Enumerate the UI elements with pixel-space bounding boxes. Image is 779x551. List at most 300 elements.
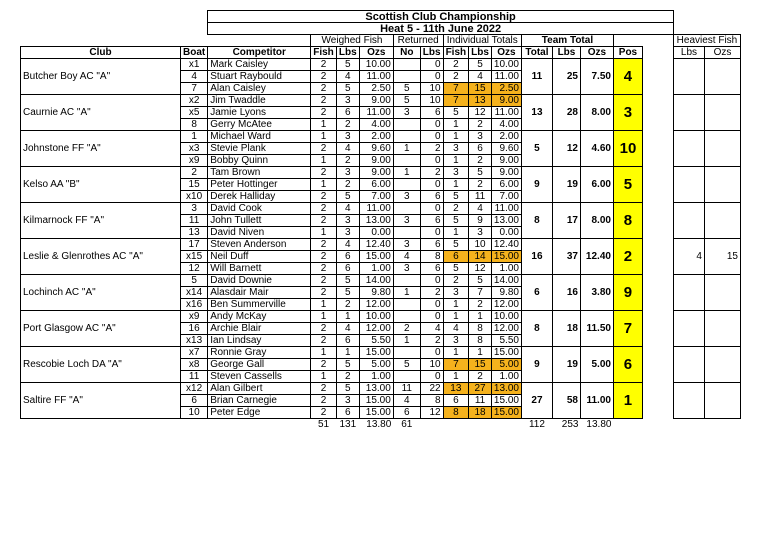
returned-no: 1: [393, 167, 420, 179]
heaviest-fish-ozs: [704, 383, 740, 419]
weighed-lbs: 6: [336, 251, 359, 263]
boat-number: 5: [181, 275, 208, 287]
weighed-fish: 1: [311, 227, 337, 239]
weighed-fish: 1: [311, 179, 337, 191]
returned-no: [393, 119, 420, 131]
weighed-lbs: 5: [336, 191, 359, 203]
individual-lbs: 5: [469, 167, 492, 179]
individual-fish: 5: [443, 239, 469, 251]
team-lbs: 18: [552, 311, 580, 347]
total-lbs: 131: [339, 418, 357, 430]
sheet-title: Scottish Club Championship: [208, 11, 674, 23]
boat-number: 7: [181, 83, 208, 95]
heaviest-fish-lbs: [673, 131, 704, 167]
results-table: [20, 10, 741, 430]
individual-fish: 6: [443, 251, 469, 263]
individual-lbs: 2: [469, 299, 492, 311]
returned-no: [393, 371, 420, 383]
weighed-ozs: 13.00: [359, 383, 393, 395]
table-row: [21, 383, 741, 395]
team-total: 8: [521, 203, 552, 239]
boat-number: 3: [181, 203, 208, 215]
weighed-ozs: 9.00: [359, 155, 393, 167]
returned-lbs: 22: [420, 383, 443, 395]
team-lbs: 28: [552, 95, 580, 131]
competitor-name: Tam Brown: [208, 167, 311, 179]
returned-lbs: 0: [420, 227, 443, 239]
individual-lbs: 13: [469, 95, 492, 107]
col-header-ind-lbs: Lbs: [469, 47, 492, 59]
team-position: 2: [613, 239, 642, 275]
competitor-name: Ben Summerville: [208, 299, 311, 311]
individual-fish: 2: [443, 203, 469, 215]
weighed-fish: 1: [311, 155, 337, 167]
team-position: 10: [613, 131, 642, 167]
col-header-hf-ozs: Ozs: [704, 47, 740, 59]
individual-lbs: 7: [469, 287, 492, 299]
club-name: Port Glasgow AC "A": [21, 311, 181, 347]
col-header-competitor: Competitor: [208, 47, 311, 59]
individual-lbs: 11: [469, 395, 492, 407]
competitor-name: Steven Anderson: [208, 239, 311, 251]
boat-number: x14: [181, 287, 208, 299]
weighed-ozs: 15.00: [359, 407, 393, 419]
returned-lbs: 10: [420, 95, 443, 107]
individual-lbs: 2: [469, 119, 492, 131]
heaviest-fish-lbs: [673, 347, 704, 383]
returned-no: [393, 347, 420, 359]
competitor-name: Ronnie Gray: [208, 347, 311, 359]
heaviest-fish-lbs: 4: [673, 239, 704, 275]
individual-lbs: 12: [469, 107, 492, 119]
returned-no: 11: [393, 383, 420, 395]
returned-no: [393, 311, 420, 323]
individual-fish: 1: [443, 131, 469, 143]
individual-fish: 4: [443, 323, 469, 335]
club-name: Caurnie AC "A": [21, 95, 181, 131]
team-position: 5: [613, 167, 642, 203]
competitor-name: Will Barnett: [208, 263, 311, 275]
individual-fish: 13: [443, 383, 469, 395]
weighed-lbs: 6: [336, 407, 359, 419]
boat-number: 8: [181, 119, 208, 131]
weighed-fish: 1: [311, 371, 337, 383]
individual-fish: 5: [443, 107, 469, 119]
weighed-ozs: 11.00: [359, 71, 393, 83]
col-header-team-ozs: Ozs: [580, 47, 613, 59]
weighed-fish: 2: [311, 191, 337, 203]
competitor-name: Alasdair Mair: [208, 287, 311, 299]
returned-lbs: 2: [420, 143, 443, 155]
individual-fish: 2: [443, 275, 469, 287]
competitor-name: Ian Lindsay: [208, 335, 311, 347]
team-ozs: 8.00: [580, 203, 613, 239]
col-header-returned-no: No: [393, 47, 420, 59]
weighed-fish: 2: [311, 323, 337, 335]
team-position: 4: [613, 59, 642, 95]
competitor-name: Andy McKay: [208, 311, 311, 323]
weighed-fish: 1: [311, 311, 337, 323]
heaviest-fish-ozs: [704, 347, 740, 383]
weighed-fish: 2: [311, 215, 337, 227]
col-header-boat: Boat: [181, 47, 208, 59]
competitor-name: Peter Edge: [208, 407, 311, 419]
spreadsheet: [20, 10, 741, 430]
weighed-ozs: 14.00: [359, 275, 393, 287]
weighed-lbs: 5: [336, 359, 359, 371]
returned-lbs: 2: [420, 287, 443, 299]
heaviest-fish-lbs: [673, 275, 704, 311]
individual-lbs: 5: [469, 275, 492, 287]
individual-fish: 7: [443, 83, 469, 95]
weighed-lbs: 5: [336, 275, 359, 287]
returned-lbs: 0: [420, 131, 443, 143]
weighed-fish: 2: [311, 143, 337, 155]
returned-no: [393, 155, 420, 167]
team-lbs: 17: [552, 203, 580, 239]
total-returned-no: 61: [401, 418, 413, 430]
individual-fish: 6: [443, 395, 469, 407]
returned-no: [393, 275, 420, 287]
weighed-ozs: 7.00: [359, 191, 393, 203]
weighed-fish: 2: [311, 167, 337, 179]
competitor-name: Neil Duff: [208, 251, 311, 263]
team-lbs: 25: [552, 59, 580, 95]
returned-no: [393, 59, 420, 71]
returned-lbs: 10: [420, 359, 443, 371]
individual-fish: 2: [443, 59, 469, 71]
weighed-fish: 2: [311, 239, 337, 251]
table-row: [21, 167, 741, 179]
returned-no: 3: [393, 263, 420, 275]
col-header-fish: Fish: [311, 47, 337, 59]
returned-no: 4: [393, 251, 420, 263]
competitor-name: Bobby Quinn: [208, 155, 311, 167]
individual-lbs: 3: [469, 227, 492, 239]
returned-lbs: 6: [420, 263, 443, 275]
individual-ozs: 9.00: [491, 167, 521, 179]
individual-fish: 1: [443, 371, 469, 383]
returned-no: [393, 71, 420, 83]
club-name: Johnstone FF "A": [21, 131, 181, 167]
weighed-ozs: 15.00: [359, 347, 393, 359]
team-lbs: 19: [552, 347, 580, 383]
competitor-name: Derek Halliday: [208, 191, 311, 203]
boat-number: x12: [181, 383, 208, 395]
individual-ozs: 1.00: [491, 371, 521, 383]
weighed-ozs: 4.00: [359, 119, 393, 131]
weighed-fish: 2: [311, 251, 337, 263]
individual-ozs: 10.00: [491, 59, 521, 71]
individual-fish: 1: [443, 179, 469, 191]
individual-fish: 3: [443, 143, 469, 155]
weighed-lbs: 4: [336, 203, 359, 215]
individual-fish: 1: [443, 119, 469, 131]
returned-no: 4: [393, 395, 420, 407]
competitor-name: Michael Ward: [208, 131, 311, 143]
team-ozs: 11.00: [580, 383, 613, 419]
col-header-pos: Pos: [613, 47, 642, 59]
individual-lbs: 1: [469, 347, 492, 359]
weighed-ozs: 9.80: [359, 287, 393, 299]
club-name: Saltire FF "A": [21, 383, 181, 419]
boat-number: 2: [181, 167, 208, 179]
individual-fish: 3: [443, 167, 469, 179]
weighed-ozs: 2.50: [359, 83, 393, 95]
team-ozs: 12.40: [580, 239, 613, 275]
weighed-fish: 2: [311, 107, 337, 119]
weighed-lbs: 3: [336, 215, 359, 227]
heaviest-fish-lbs: [673, 95, 704, 131]
returned-no: 1: [393, 335, 420, 347]
group-individual-totals: Individual Totals: [443, 35, 521, 47]
individual-lbs: 9: [469, 215, 492, 227]
weighed-ozs: 11.00: [359, 107, 393, 119]
returned-lbs: 0: [420, 71, 443, 83]
boat-number: x8: [181, 359, 208, 371]
individual-lbs: 11: [469, 191, 492, 203]
weighed-lbs: 2: [336, 299, 359, 311]
weighed-fish: 2: [311, 395, 337, 407]
weighed-fish: 1: [311, 119, 337, 131]
weighed-lbs: 6: [336, 107, 359, 119]
competitor-name: Jim Twaddle: [208, 95, 311, 107]
team-lbs: 12: [552, 131, 580, 167]
boat-number: 15: [181, 179, 208, 191]
boat-number: x5: [181, 107, 208, 119]
returned-lbs: 12: [420, 407, 443, 419]
returned-lbs: 0: [420, 155, 443, 167]
weighed-lbs: 2: [336, 371, 359, 383]
weighed-ozs: 11.00: [359, 203, 393, 215]
weighed-ozs: 2.00: [359, 131, 393, 143]
weighed-fish: 2: [311, 335, 337, 347]
heaviest-fish-lbs: [673, 311, 704, 347]
weighed-fish: 2: [311, 71, 337, 83]
individual-ozs: 11.00: [491, 71, 521, 83]
individual-fish: 5: [443, 263, 469, 275]
returned-lbs: 6: [420, 107, 443, 119]
weighed-lbs: 3: [336, 167, 359, 179]
individual-lbs: 1: [469, 311, 492, 323]
column-header-row: [21, 47, 741, 59]
weighed-ozs: 13.00: [359, 215, 393, 227]
team-position: 9: [613, 275, 642, 311]
weighed-ozs: 12.00: [359, 299, 393, 311]
individual-fish: 1: [443, 299, 469, 311]
heaviest-fish-ozs: [704, 311, 740, 347]
boat-number: x13: [181, 335, 208, 347]
col-header-club: Club: [21, 47, 181, 59]
individual-ozs: 2.00: [491, 131, 521, 143]
individual-ozs: 12.00: [491, 299, 521, 311]
table-row: [21, 59, 741, 71]
club-name: Butcher Boy AC "A": [21, 59, 181, 95]
competitor-name: Mark Caisley: [208, 59, 311, 71]
returned-no: 5: [393, 359, 420, 371]
total-fish: 51: [317, 418, 330, 430]
heaviest-fish-ozs: [704, 59, 740, 95]
returned-lbs: 6: [420, 215, 443, 227]
team-total: 16: [521, 239, 552, 275]
boat-number: x16: [181, 299, 208, 311]
weighed-lbs: 5: [336, 287, 359, 299]
club-name: Lochinch AC "A": [21, 275, 181, 311]
grand-team-ozs: 13.80: [586, 418, 612, 430]
weighed-lbs: 5: [336, 83, 359, 95]
col-header-hf-lbs: Lbs: [673, 47, 704, 59]
weighed-ozs: 9.00: [359, 167, 393, 179]
boat-number: 16: [181, 323, 208, 335]
returned-lbs: 6: [420, 191, 443, 203]
competitor-name: Steven Cassells: [208, 371, 311, 383]
returned-no: 1: [393, 287, 420, 299]
boat-number: x1: [181, 59, 208, 71]
returned-lbs: 0: [420, 347, 443, 359]
returned-no: [393, 179, 420, 191]
team-ozs: 8.00: [580, 95, 613, 131]
team-total: 6: [521, 275, 552, 311]
competitor-name: Alan Gilbert: [208, 383, 311, 395]
weighed-lbs: 5: [336, 59, 359, 71]
individual-ozs: 2.50: [491, 83, 521, 95]
table-row: [21, 203, 741, 215]
col-header-ozs: Ozs: [359, 47, 393, 59]
boat-number: 4: [181, 71, 208, 83]
heaviest-fish-ozs: [704, 275, 740, 311]
competitor-name: David Cook: [208, 203, 311, 215]
returned-lbs: 4: [420, 323, 443, 335]
weighed-fish: 2: [311, 83, 337, 95]
competitor-name: Stuart Raybould: [208, 71, 311, 83]
individual-lbs: 10: [469, 239, 492, 251]
weighed-ozs: 10.00: [359, 311, 393, 323]
weighed-fish: 1: [311, 347, 337, 359]
heaviest-fish-ozs: 15: [704, 239, 740, 275]
boat-number: x3: [181, 143, 208, 155]
team-total: 27: [521, 383, 552, 419]
individual-ozs: 9.00: [491, 155, 521, 167]
returned-lbs: 0: [420, 179, 443, 191]
competitor-name: John Tullett: [208, 215, 311, 227]
returned-lbs: 0: [420, 311, 443, 323]
team-position: 7: [613, 311, 642, 347]
weighed-fish: 2: [311, 95, 337, 107]
team-ozs: 4.60: [580, 131, 613, 167]
individual-fish: 3: [443, 287, 469, 299]
individual-lbs: 8: [469, 323, 492, 335]
team-position: 6: [613, 347, 642, 383]
heaviest-fish-lbs: [673, 383, 704, 419]
individual-fish: 7: [443, 359, 469, 371]
individual-lbs: 15: [469, 359, 492, 371]
weighed-ozs: 12.40: [359, 239, 393, 251]
group-returned: Returned: [393, 35, 443, 47]
individual-ozs: 15.00: [491, 251, 521, 263]
table-row: [21, 95, 741, 107]
boat-number: 6: [181, 395, 208, 407]
individual-ozs: 12.40: [491, 239, 521, 251]
competitor-name: Alan Caisley: [208, 83, 311, 95]
returned-no: 5: [393, 95, 420, 107]
individual-fish: 1: [443, 347, 469, 359]
sheet-subtitle: Heat 5 - 11th June 2022: [208, 23, 674, 35]
table-row: [21, 275, 741, 287]
table-row: [21, 239, 741, 251]
team-position: 8: [613, 203, 642, 239]
competitor-name: Peter Hottinger: [208, 179, 311, 191]
weighed-ozs: 10.00: [359, 59, 393, 71]
returned-no: [393, 131, 420, 143]
returned-lbs: 0: [420, 119, 443, 131]
individual-fish: 5: [443, 191, 469, 203]
returned-no: 5: [393, 83, 420, 95]
boat-number: x9: [181, 311, 208, 323]
weighed-lbs: 6: [336, 335, 359, 347]
individual-ozs: 4.00: [491, 119, 521, 131]
weighed-fish: 2: [311, 383, 337, 395]
competitor-name: Gerry McAtee: [208, 119, 311, 131]
weighed-ozs: 15.00: [359, 251, 393, 263]
heaviest-fish-lbs: [673, 59, 704, 95]
club-name: Leslie & Glenrothes AC "A": [21, 239, 181, 275]
returned-no: 1: [393, 143, 420, 155]
weighed-lbs: 1: [336, 347, 359, 359]
returned-no: 2: [393, 323, 420, 335]
team-lbs: 16: [552, 275, 580, 311]
individual-ozs: 6.00: [491, 179, 521, 191]
team-lbs: 19: [552, 167, 580, 203]
col-header-lbs: Lbs: [336, 47, 359, 59]
weighed-lbs: 1: [336, 311, 359, 323]
team-ozs: 7.50: [580, 59, 613, 95]
group-heaviest-fish: Heaviest Fish: [673, 35, 740, 47]
col-header-ind-ozs: Ozs: [491, 47, 521, 59]
weighed-lbs: 3: [336, 95, 359, 107]
weighed-ozs: 9.60: [359, 143, 393, 155]
weighed-lbs: 4: [336, 323, 359, 335]
grand-team-lbs: 253: [561, 418, 579, 430]
weighed-ozs: 9.00: [359, 95, 393, 107]
individual-ozs: 15.00: [491, 347, 521, 359]
individual-lbs: 4: [469, 71, 492, 83]
weighed-fish: 2: [311, 287, 337, 299]
individual-lbs: 15: [469, 83, 492, 95]
weighed-fish: 2: [311, 359, 337, 371]
weighed-fish: 1: [311, 131, 337, 143]
competitor-name: David Niven: [208, 227, 311, 239]
total-ozs: 13.80: [366, 418, 392, 430]
individual-lbs: 5: [469, 59, 492, 71]
weighed-fish: 1: [311, 299, 337, 311]
competitor-name: Brian Carnegie: [208, 395, 311, 407]
col-header-team-lbs: Lbs: [552, 47, 580, 59]
boat-number: 12: [181, 263, 208, 275]
returned-lbs: 0: [420, 203, 443, 215]
competitor-name: George Gall: [208, 359, 311, 371]
competitor-name: Stevie Plank: [208, 143, 311, 155]
boat-number: x9: [181, 155, 208, 167]
weighed-lbs: 3: [336, 395, 359, 407]
heaviest-fish-lbs: [673, 167, 704, 203]
weighed-ozs: 15.00: [359, 395, 393, 407]
boat-number: 10: [181, 407, 208, 419]
individual-ozs: 7.00: [491, 191, 521, 203]
individual-ozs: 11.00: [491, 203, 521, 215]
weighed-lbs: 3: [336, 227, 359, 239]
returned-no: 3: [393, 191, 420, 203]
individual-lbs: 3: [469, 131, 492, 143]
